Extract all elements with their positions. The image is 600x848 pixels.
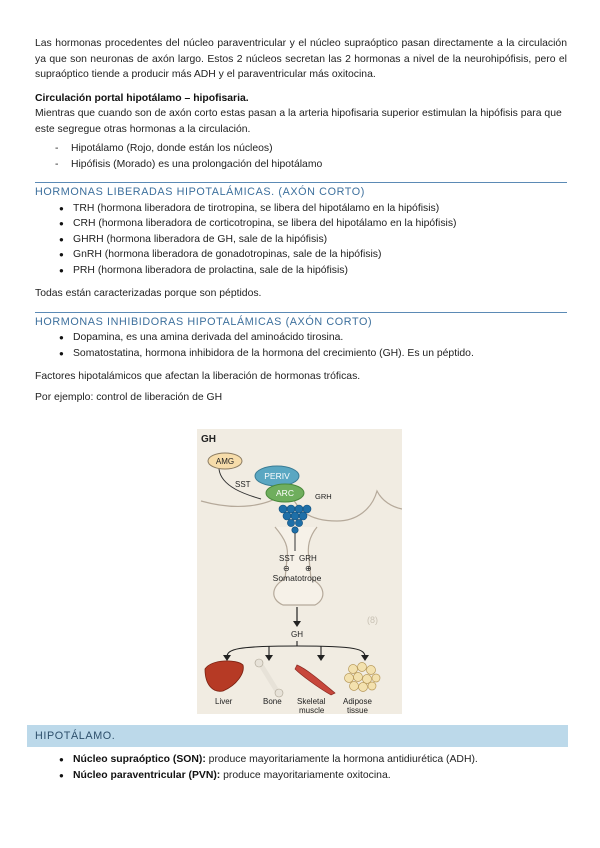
document-body [35, 36, 567, 405]
portal-list [35, 141, 567, 172]
intro-paragraph: Las hormonas procedentes del núcleo paraventricular y el núcleo supraóptico pasan directamente a la circulación ya que son neuronas de axón largo. Estos 2 núcleos secretan las 2 hormonas a nivel de la neurohipófisis, pero el supraóptico tiende a producir más ADH y el paraventricular más oxitocina. [35, 38, 567, 80]
list-item: ● CRH (hormona liberadora de corticotropina, se libera del hipotálamo en la hipófisis) [59, 216, 567, 232]
portal-paragraph: Mientras que cuando son de axón corto estas pasan a la arteria hipofisaria superior estimulan la hipófisis para que este segregue otras hormonas a la circulación. [35, 108, 562, 135]
gh-branches [227, 641, 365, 657]
list-item: ● GnRH (hormona liberadora de gonadotropinas, sale de la hipófisis) [59, 247, 567, 263]
list-item: ● Dopamina, es una amina derivada del aminoácido tirosina. [59, 330, 567, 346]
faded-label: (8) [367, 615, 378, 625]
inhibidoras-list [35, 330, 567, 361]
section-heading-liberadas: HORMONAS LIBERADAS HIPOTALÁMICAS. (AXÓN CORTO) [35, 182, 567, 201]
liberadas-list [35, 201, 567, 279]
liver-icon [205, 661, 243, 691]
list-item: ● Somatostatina, hormona inhibidora de la hormona del crecimiento (GH). Es un péptido. [59, 346, 567, 362]
adipose-icon [345, 663, 381, 692]
arc-label: ARC [276, 488, 294, 498]
grh-label-mid: GRH [299, 554, 317, 563]
term-pvn: Núcleo paraventricular (PVN): [73, 769, 221, 781]
gh-diagram [197, 429, 402, 714]
section-heading-hipotalamo: HIPOTÁLAMO. [27, 725, 568, 747]
target-skeletal: Skeletal [297, 697, 326, 706]
list-item: ● PRH (hormona liberadora de prolactina, sale de la hipófisis) [59, 263, 567, 279]
figure-title: GH [201, 434, 216, 445]
muscle-icon [295, 665, 335, 695]
branch-arrowheads [223, 655, 369, 661]
list-item: ● GHRH (hormona liberadora de GH, sale de la hipófisis) [59, 232, 567, 248]
target-adipose: Adipose [343, 697, 372, 706]
target-liver: Liver [215, 697, 233, 706]
sst-label-top: SST [235, 480, 251, 489]
inhibidoras-note-2: Por ejemplo: control de liberación de GH [35, 391, 223, 403]
amg-label: AMG [215, 457, 235, 466]
hipotalamo-list [59, 752, 569, 783]
grh-label-top: GRH [315, 492, 332, 501]
list-item: - Hipófisis (Morado) es una prolongación del hipotálamo [55, 157, 567, 173]
pituitary-stalk [274, 527, 323, 605]
target-tissue: tissue [347, 706, 368, 714]
portal-heading: Circulación portal hipotálamo – hipofisaria. [35, 92, 249, 104]
desc-pvn: produce mayoritariamente oxitocina. [220, 769, 391, 781]
somatotrope-label: Somatotrope [272, 573, 322, 583]
list-item [59, 752, 569, 768]
term-son: Núcleo supraóptico (SON): [73, 754, 206, 765]
bone-icon [255, 659, 283, 697]
target-bone: Bone [263, 697, 282, 706]
gh-label: GH [291, 630, 303, 639]
hipotalamo-list-wrap [59, 752, 569, 783]
target-muscle: muscle [299, 706, 325, 714]
inhibidoras-note-1: Factores hipotalámicos que afectan la liberación de hormonas tróficas. [35, 371, 361, 382]
gh-control-figure [197, 429, 402, 714]
desc-son: produce mayoritariamente la hormona antidiurética (ADH). [205, 754, 478, 765]
section-heading-inhibidoras: HORMONAS INHIBIDORAS HIPOTALÁMICAS (AXÓN CORTO) [35, 312, 567, 331]
arrow-head [293, 621, 301, 627]
minus-sign: ⊖ [283, 564, 290, 573]
periv-label: PERIV [264, 471, 290, 481]
sst-label-mid: SST [279, 554, 295, 563]
plus-sign: ⊕ [305, 564, 312, 573]
list-item: ● TRH (hormona liberadora de tirotropina, se libera del hipotálamo en la hipófisis) [59, 201, 567, 217]
list-item [59, 768, 569, 784]
list-item: - Hipotálamo (Rojo, donde están los núcleos) [55, 141, 567, 157]
liberadas-note: Todas están caracterizadas porque son péptidos. [35, 288, 262, 299]
